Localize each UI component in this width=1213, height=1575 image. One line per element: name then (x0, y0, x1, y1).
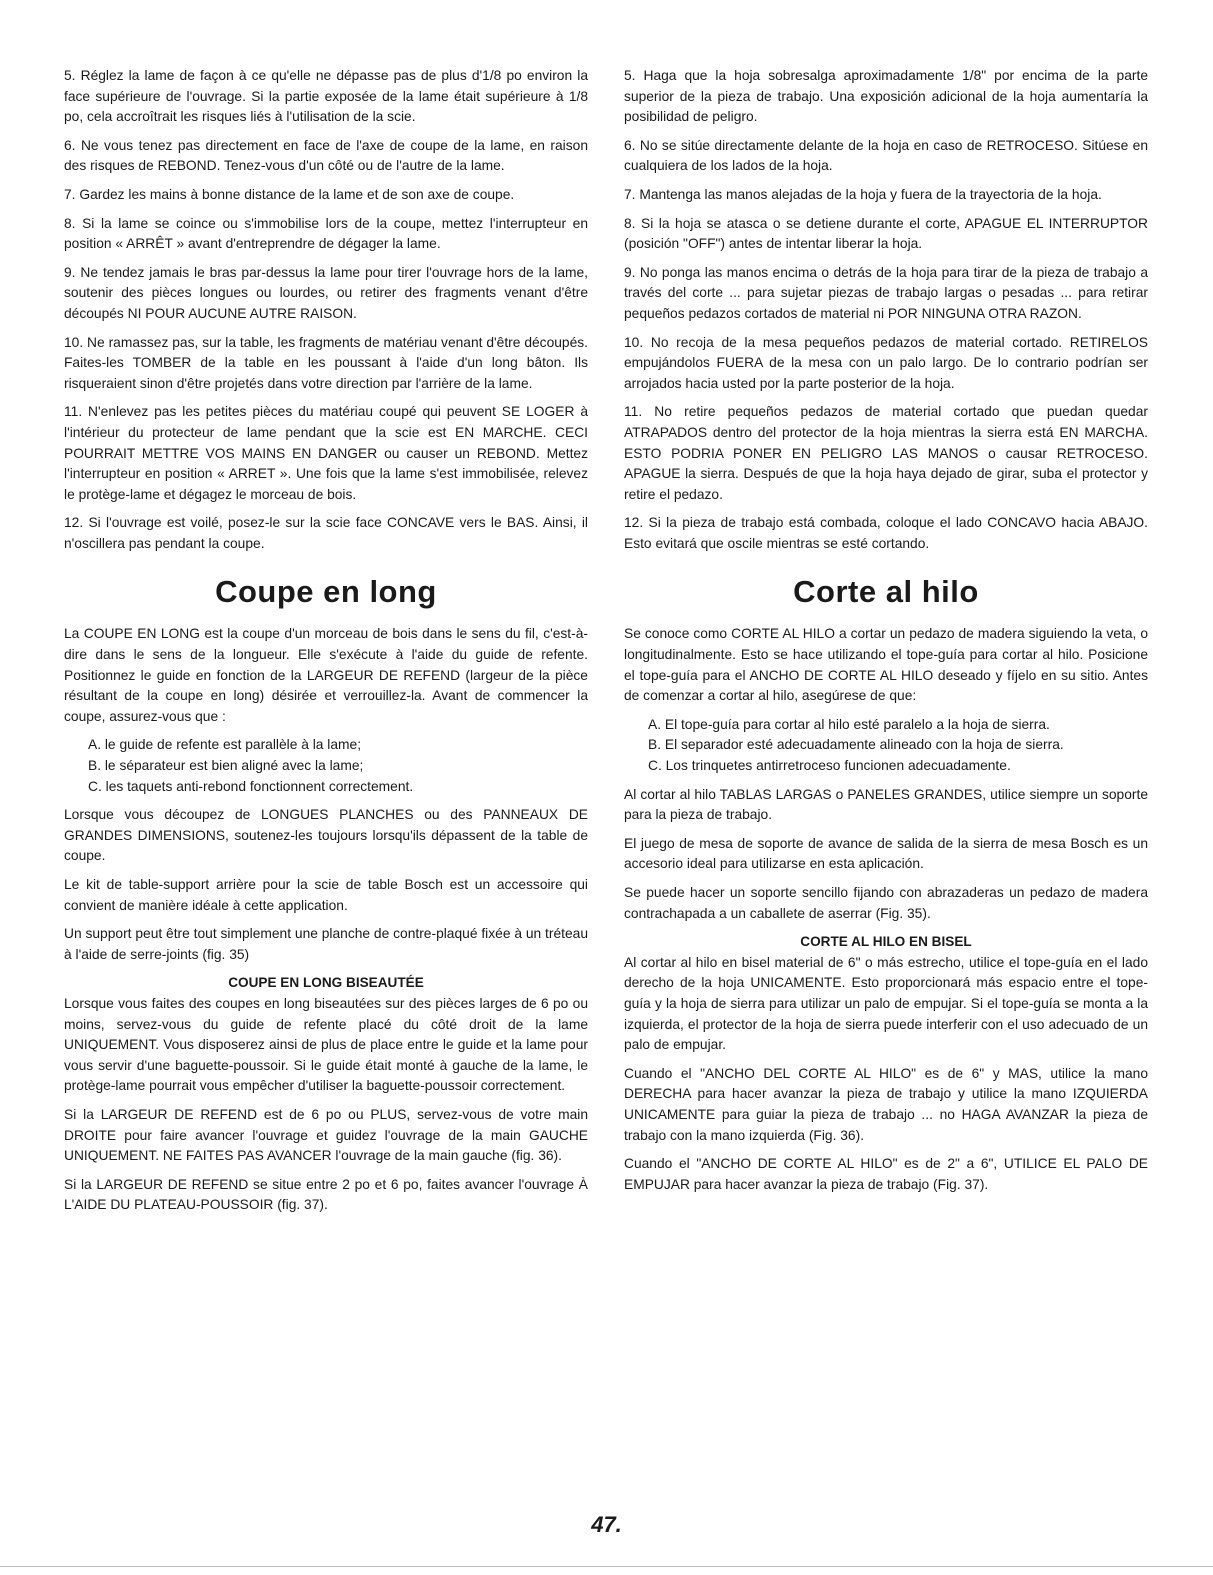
es-check-item-b: B. El separador esté adecuadamente alineado con la hoja de sierra. (648, 737, 1064, 753)
fr-rule-9: 9. Ne tendez jamais le bras par-dessus la lame pour tirer l'ouvrage hors de la lame, soutenir des pièces longues ou lourdes, ou retirer des fragments venant d'être découpés NI POUR AUCUNE AUTRE RAISON. (64, 264, 588, 321)
fr-rule-12: 12. Si l'ouvrage est voilé, posez-le sur la scie face CONCAVE vers le BAS. Ainsi, il n'oscillera pas pendant la coupe. (64, 515, 588, 551)
es-long-boards: Al cortar al hilo TABLAS LARGAS o PANELES GRANDES, utilice siempre un soporte para la pieza de trabajo. (624, 786, 1148, 823)
es-rule-5: 5. Haga que la hoja sobresalga aproximadamente 1/8" por encima de la parte superior de la pieza de trabajo. Una exposición adicional de la hoja aumentaría la posibilidad de peligro. (624, 68, 1148, 125)
es-width-6: Cuando el "ANCHO DEL CORTE AL HILO" es de 6" y MAS, utilice la mano DERECHA para hacer avanzar la pieza de trabajo y utilice la mano IZQUIERDA UNICAMENTE para guiar la pieza de trabajo ... no HAGA AVANZAR la pieza de trabajo con la mano izquierda (Fig. 36). (624, 1065, 1148, 1143)
fr-rule-10: 10. Ne ramassez pas, sur la table, les fragments de matériau venant d'être découpés. Faites-les TOMBER de la table en les poussant à l'aide d'un long bâton. Ils risqueraient sinon d'être projetés dans votre direction par l'arrière de la lame. (64, 334, 588, 391)
bottom-rule (0, 1566, 1213, 1567)
fr-rule-5: 5. Réglez la lame de façon à ce qu'elle ne dépasse pas de plus d'1/8 po environ la face supérieure de l'ouvrage. Si la partie exposée de la lame était supérieure à 1/8 po, cela accroîtrait les risques liés à l'utilisation de la scie. (64, 68, 588, 125)
es-section-title: Corte al hilo (793, 574, 979, 610)
es-rule-12: 12. Si la pieza de trabajo está combada, coloque el lado CONCAVO hacia ABAJO. Esto evitará que oscile mientras se esté cortando. (624, 515, 1148, 551)
es-check-item-a: A. El tope-guía para cortar al hilo esté paralelo a la hoja de sierra. (648, 716, 1050, 732)
es-subheading: CORTE AL HILO EN BISEL (800, 934, 972, 950)
fr-bevel-rip: Lorsque vous faites des coupes en long biseautées sur des pièces larges de 6 po ou moins, servez-vous du guide de refente placé du côté droit de la lame UNIQUEMENT. Vous disposerez ainsi de plus de place entre le guide et la lame pour vous servir d'une baguette-poussoir. Si le guide était monté à gauche de la lame, le protège-lame pourrait vous empêcher d'utiliser la baguette-poussoir correctement. (64, 995, 588, 1094)
es-rule-8: 8. Si la hoja se atasca o se detiene durante el corte, APAGUE EL INTERRUPTOR (posición "OFF") antes de intentar liberar la hoja. (624, 215, 1148, 252)
fr-rule-11: 11. N'enlevez pas les petites pièces du matériau coupé qui peuvent SE LOGER à l'intérieur du protecteur de lame pendant que la scie est EN MARCHE. CECI POURRAIT METTRE VOS MAINS EN DANGER ou causer un REBOND. Mettez l'interrupteur en position « ARRET ». Une fois que la lame s'est immobilisée, relevez le protège-lame et dégagez le morceau de bois. (64, 404, 588, 502)
fr-long-boards: Lorsque vous découpez de LONGUES PLANCHES ou des PANNEAUX DE GRANDES DIMENSIONS, soutenez-les toujours lorsqu'ils dépassent de la table de coupe. (64, 807, 588, 864)
es-width-2-6: Cuando el "ANCHO DE CORTE AL HILO" es de 2" a 6", UTILICE EL PALO DE EMPUJAR para hacer avanzar la pieza de trabajo (Fig. 37). (624, 1156, 1148, 1192)
fr-support-note: Un support peut être tout simplement une planche de contre-plaqué fixée à un tréteau à l'aide de serre-joints (fig. 35) (64, 926, 588, 962)
es-rule-6: 6. No se sitúe directamente delante de la hoja en caso de RETROCESO. Sitúese en cualquiera de los lados de la hoja. (624, 137, 1148, 174)
fr-subheading: COUPE EN LONG BISEAUTÉE (228, 975, 424, 991)
fr-kit-note: Le kit de table-support arrière pour la scie de table Bosch est un accessoire qui convient de manière idéale à cette application. (64, 877, 588, 913)
es-intro: Se conoce como CORTE AL HILO a cortar un pedazo de madera siguiendo la veta, o longitudinalmente. Esto se hace utilizando el tope-guía para cortar al hilo. Posicione el tope-guía para el ANCHO DE CORTE AL HILO deseado y fíjelo en su sitio. Antes de comenzar a cortar al hilo, asegúrese de que: (624, 626, 1148, 704)
es-rule-9: 9. No ponga las manos encima o detrás de la hoja para tirar de la pieza de trabajo a través del corte ... para sujetar piezas de trabajo largas o pesadas ... para retirar pequeños pedazos cortados de material ni POR NINGUNA OTRA RAZON. (624, 264, 1148, 321)
spanish-column (624, 66, 1148, 1203)
es-rule-7: 7. Mantenga las manos alejadas de la hoja y fuera de la trayectoria de la hoja. (624, 186, 1102, 202)
fr-check-item-c: C. les taquets anti-rebond fonctionnent correctement. (88, 778, 414, 794)
es-rule-11: 11. No retire pequeños pedazos de material cortado que puedan quedar ATRAPADOS dentro del protector de la hoja mientras la sierra está EN MARCHA. ESTO PODRIA PONER EN PELIGRO LAS MANOS o causar RETROCESO. APAGUE la sierra. Después de que la hoja haya dejado de girar, suba el protector y retire el pedazo. (624, 404, 1148, 502)
fr-rule-6: 6. Ne vous tenez pas directement en face de l'axe de coupe de la lame, en raison des risques de REBOND. Tenez-vous d'un côté ou de l'autre de la lame. (64, 137, 588, 174)
fr-width-2-6: Si la LARGEUR DE REFEND se situe entre 2 po et 6 po, faites avancer l'ouvrage À L'AIDE DU PLATEAU-POUSSOIR (fig. 37). (64, 1176, 588, 1213)
fr-rule-8: 8. Si la lame se coince ou s'immobilise lors de la coupe, mettez l'interrupteur en position « ARRÊT » avant d'entreprendre de dégager la lame. (64, 215, 588, 252)
page-number: 47. (591, 1512, 622, 1537)
fr-width-6: Si la LARGEUR DE REFEND est de 6 po ou PLUS, servez-vous de votre main DROITE pour faire avancer l'ouvrage et guidez l'ouvrage de la main GAUCHE UNIQUEMENT. NE FAITES PAS AVANCER l'ouvrage de la main gauche (fig. 36). (64, 1106, 588, 1164)
es-check-item-c: C. Los trinquetes antirretroceso funcionen adecuadamente. (648, 758, 1011, 774)
fr-section-title: Coupe en long (215, 574, 437, 610)
es-kit-note: El juego de mesa de soporte de avance de salida de la sierra de mesa Bosch es un accesorio ideal para utilizarse en esta aplicación. (624, 835, 1148, 872)
es-rule-10: 10. No recoja de la mesa pequeños pedazos de material cortado. RETIRELOS empujándolos FUERA de la mesa con un palo largo. De lo contrario podrían ser arrojados hacia usted por la parte posterior de la hoja. (624, 334, 1148, 391)
es-bevel-rip: Al cortar al hilo en bisel material de 6" o más estrecho, utilice el tope-guía en el lado derecho de la hoja UNICAMENTE. Esto proporcionará más espacio entre el tope-guía y la hoja de sierra para utilizar un palo de empujar. Si el tope-guía se monta a la izquierda, el protector de la hoja de sierra puede interferir con el uso adecuado de un palo de empujar. (624, 954, 1148, 1053)
fr-check-item-b: B. le séparateur est bien aligné avec la lame; (88, 758, 364, 774)
french-column (64, 66, 588, 1224)
fr-check-item-a: A. le guide de refente est parallèle à la lame; (88, 737, 362, 753)
es-support-note: Se puede hacer un soporte sencillo fijando con abrazaderas un pedazo de madera contrachapada a un caballete de aserrar (Fig. 35). (624, 885, 1148, 921)
fr-intro: La COUPE EN LONG est la coupe d'un morceau de bois dans le sens du fil, c'est-à-dire dans le sens de la longueur. Elle s'exécute à l'aide du guide de refente. Positionnez le guide en fonction de la LARGEUR DE REFEND (largeur de la pièce résultant de la coupe en long) désirée et verrouillez-la. Avant de commencer la coupe, assurez-vous que : (64, 626, 588, 724)
fr-rule-7: 7. Gardez les mains à bonne distance de la lame et de son axe de coupe. (64, 186, 515, 202)
